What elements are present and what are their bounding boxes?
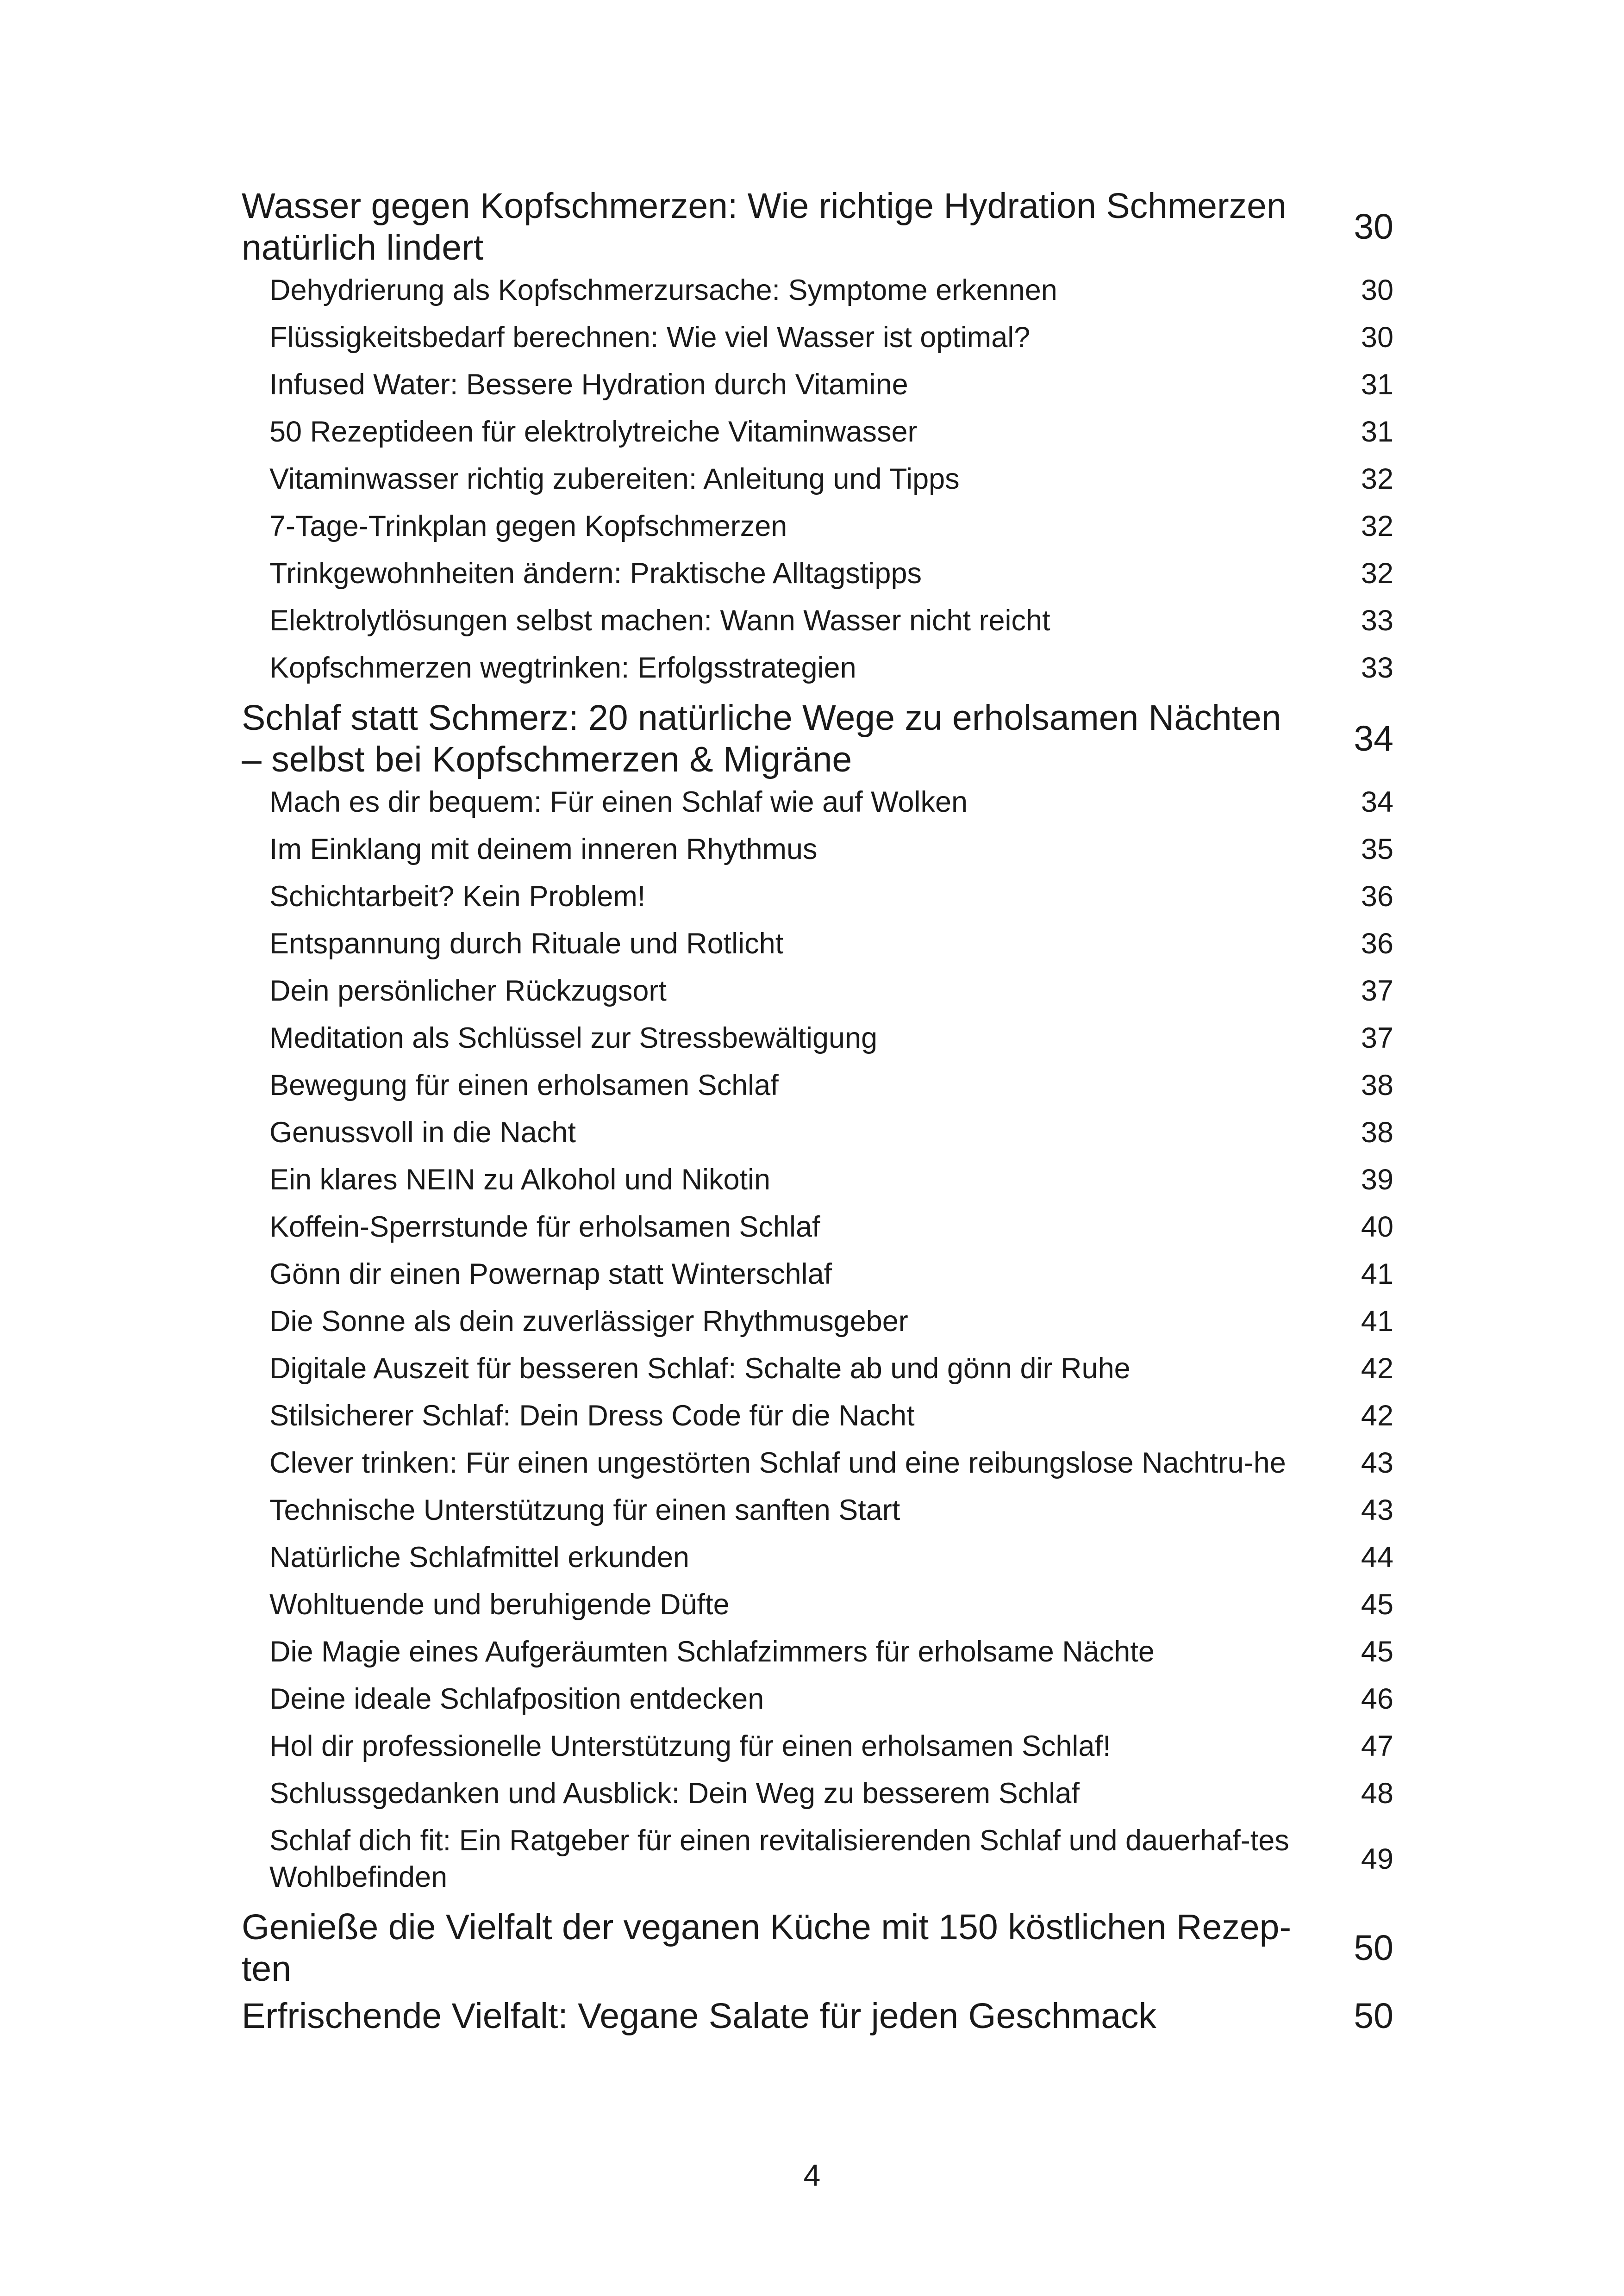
toc-section-entry[interactable] (242, 272, 1393, 309)
toc-section-entry[interactable] (242, 1209, 1393, 1245)
toc-entry-page: 34 (1361, 786, 1393, 818)
toc-section-entry[interactable] (242, 555, 1393, 592)
toc-section-entry[interactable] (242, 1681, 1393, 1717)
toc-section-entry[interactable] (242, 878, 1393, 915)
toc-entry-title: Bewegung für einen erholsamen Schlaf (269, 1069, 779, 1101)
toc-entry-page: 37 (1361, 1022, 1393, 1054)
toc-section-entry[interactable] (242, 831, 1393, 868)
toc-entry-title: Koffein-Sperrstunde für erholsamen Schlaf (269, 1211, 820, 1243)
toc-entry-page: 49 (1361, 1842, 1393, 1875)
toc-entry-page: 45 (1361, 1636, 1393, 1668)
toc-chapter-entry[interactable] (242, 697, 1393, 780)
toc-chapter-entry[interactable] (242, 185, 1393, 268)
toc-entry-title: 7-Tage-Trinkplan gegen Kopfschmerzen (269, 510, 787, 542)
toc-entry-title: Erfrischende Vielfalt: Vegane Salate für jeden Geschmack (242, 1996, 1157, 2036)
table-of-contents (242, 185, 1393, 2041)
toc-entry-title: Genussvoll in die Nacht (269, 1116, 576, 1149)
toc-section-entry[interactable] (242, 1823, 1393, 1896)
toc-entry-title: Schlaf dich fit: Ein Ratgeber für einen revitalisierenden Schlaf und dauerhaf-tes Wohlbefinden (269, 1824, 1289, 1893)
toc-entry-title: Ein klares NEIN zu Alkohol und Nikotin (269, 1164, 771, 1196)
toc-section-entry[interactable] (242, 1067, 1393, 1104)
toc-entry-page: 40 (1361, 1211, 1393, 1243)
toc-entry-page: 44 (1361, 1541, 1393, 1574)
toc-entry-title: Infused Water: Bessere Hydration durch Vitamine (269, 368, 908, 401)
toc-section-entry[interactable] (242, 784, 1393, 821)
toc-entry-page: 42 (1361, 1352, 1393, 1385)
toc-entry-title: Elektrolytlösungen selbst machen: Wann Wasser nicht reicht (269, 604, 1050, 637)
toc-entry-title: Schlaf statt Schmerz: 20 natürliche Wege zu erholsamen Nächten – selbst bei Kopfschmerzen & Migräne (242, 698, 1281, 779)
toc-entry-page: 30 (1361, 321, 1393, 354)
toc-entry-title: Clever trinken: Für einen ungestörten Schlaf und eine reibungslose Nachtru-he (269, 1447, 1286, 1479)
toc-entry-page: 43 (1361, 1447, 1393, 1479)
toc-entry-page: 46 (1361, 1683, 1393, 1715)
toc-section-entry[interactable] (242, 1398, 1393, 1434)
toc-entry-title: Wohltuende und beruhigende Düfte (269, 1588, 730, 1621)
toc-entry-title: Kopfschmerzen wegtrinken: Erfolgsstrategien (269, 652, 856, 684)
toc-entry-page: 36 (1361, 880, 1393, 913)
toc-entry-title: Dein persönlicher Rückzugsort (269, 975, 667, 1007)
toc-entry-page: 32 (1361, 557, 1393, 590)
toc-section-entry[interactable] (242, 1350, 1393, 1387)
toc-section-entry[interactable] (242, 508, 1393, 545)
toc-section-entry[interactable] (242, 461, 1393, 498)
toc-section-entry[interactable] (242, 1634, 1393, 1670)
toc-entry-page: 30 (1361, 274, 1393, 306)
toc-entry-title: Schlussgedanken und Ausblick: Dein Weg zu besserem Schlaf (269, 1777, 1080, 1810)
toc-entry-page: 34 (1354, 719, 1393, 759)
toc-entry-title: Meditation als Schlüssel zur Stressbewältigung (269, 1022, 878, 1054)
toc-entry-page: 41 (1361, 1305, 1393, 1338)
toc-section-entry[interactable] (242, 1162, 1393, 1198)
toc-entry-title: Dehydrierung als Kopfschmerzursache: Symptome erkennen (269, 274, 1057, 306)
toc-section-entry[interactable] (242, 1492, 1393, 1529)
toc-entry-page: 42 (1361, 1400, 1393, 1432)
toc-entry-page: 31 (1361, 416, 1393, 448)
toc-entry-page: 50 (1354, 1996, 1393, 2036)
page-number: 4 (803, 2158, 821, 2192)
toc-entry-title: Stilsicherer Schlaf: Dein Dress Code für die Nacht (269, 1400, 915, 1432)
toc-entry-title: Deine ideale Schlafposition entdecken (269, 1683, 764, 1715)
toc-entry-title: Vitaminwasser richtig zubereiten: Anleitung und Tipps (269, 463, 960, 495)
toc-entry-page: 32 (1361, 463, 1393, 495)
toc-entry-page: 35 (1361, 833, 1393, 865)
toc-entry-page: 47 (1361, 1730, 1393, 1762)
toc-entry-page: 45 (1361, 1588, 1393, 1621)
toc-entry-page: 30 (1354, 207, 1393, 247)
toc-entry-title: Genieße die Vielfalt der veganen Küche mit 150 köstlichen Rezep-ten (242, 1907, 1292, 1989)
toc-entry-title: Schichtarbeit? Kein Problem! (269, 880, 646, 913)
toc-section-entry[interactable] (242, 1256, 1393, 1293)
toc-entry-page: 38 (1361, 1069, 1393, 1101)
toc-entry-page: 37 (1361, 975, 1393, 1007)
toc-entry-title: Die Magie eines Aufgeräumten Schlafzimmers für erholsame Nächte (269, 1636, 1155, 1668)
toc-section-entry[interactable] (242, 1728, 1393, 1765)
toc-section-entry[interactable] (242, 1114, 1393, 1151)
toc-entry-title: Technische Unterstützung für einen sanften Start (269, 1494, 900, 1526)
toc-entry-title: Mach es dir bequem: Für einen Schlaf wie auf Wolken (269, 786, 968, 818)
toc-section-entry[interactable] (242, 603, 1393, 639)
toc-section-entry[interactable] (242, 1020, 1393, 1057)
toc-entry-title: Im Einklang mit deinem inneren Rhythmus (269, 833, 818, 865)
toc-entry-page: 43 (1361, 1494, 1393, 1526)
toc-entry-title: Gönn dir einen Powernap statt Winterschlaf (269, 1258, 832, 1290)
toc-entry-title: Natürliche Schlafmittel erkunden (269, 1541, 689, 1574)
toc-chapter-entry[interactable] (242, 1995, 1393, 2037)
toc-entry-page: 36 (1361, 927, 1393, 960)
toc-section-entry[interactable] (242, 319, 1393, 356)
toc-section-entry[interactable] (242, 650, 1393, 686)
toc-entry-page: 38 (1361, 1116, 1393, 1149)
toc-section-entry[interactable] (242, 1303, 1393, 1340)
toc-section-entry[interactable] (242, 926, 1393, 962)
toc-entry-title: Flüssigkeitsbedarf berechnen: Wie viel Wasser ist optimal? (269, 321, 1031, 354)
toc-section-entry[interactable] (242, 1539, 1393, 1576)
toc-section-entry[interactable] (242, 1445, 1393, 1481)
toc-section-entry[interactable] (242, 414, 1393, 450)
toc-chapter-entry[interactable] (242, 1906, 1393, 1990)
toc-entry-page: 50 (1354, 1928, 1393, 1968)
toc-section-entry[interactable] (242, 1587, 1393, 1623)
toc-entry-title: Entspannung durch Rituale und Rotlicht (269, 927, 784, 960)
toc-entry-page: 33 (1361, 604, 1393, 637)
toc-section-entry[interactable] (242, 1775, 1393, 1812)
toc-entry-page: 31 (1361, 368, 1393, 401)
toc-entry-title: 50 Rezeptideen für elektrolytreiche Vitaminwasser (269, 416, 918, 448)
toc-section-entry[interactable] (242, 367, 1393, 403)
toc-entry-title: Hol dir professionelle Unterstützung für einen erholsamen Schlaf! (269, 1730, 1111, 1762)
toc-entry-page: 39 (1361, 1164, 1393, 1196)
toc-entry-page: 32 (1361, 510, 1393, 542)
toc-entry-page: 33 (1361, 652, 1393, 684)
toc-entry-title: Trinkgewohnheiten ändern: Praktische Alltagstipps (269, 557, 922, 590)
toc-entry-title: Die Sonne als dein zuverlässiger Rhythmusgeber (269, 1305, 908, 1338)
toc-section-entry[interactable] (242, 973, 1393, 1009)
toc-entry-title: Wasser gegen Kopfschmerzen: Wie richtige Hydration Schmerzen natürlich lindert (242, 186, 1287, 268)
toc-entry-page: 48 (1361, 1777, 1393, 1810)
toc-entry-page: 41 (1361, 1258, 1393, 1290)
toc-entry-title: Digitale Auszeit für besseren Schlaf: Schalte ab und gönn dir Ruhe (269, 1352, 1131, 1385)
